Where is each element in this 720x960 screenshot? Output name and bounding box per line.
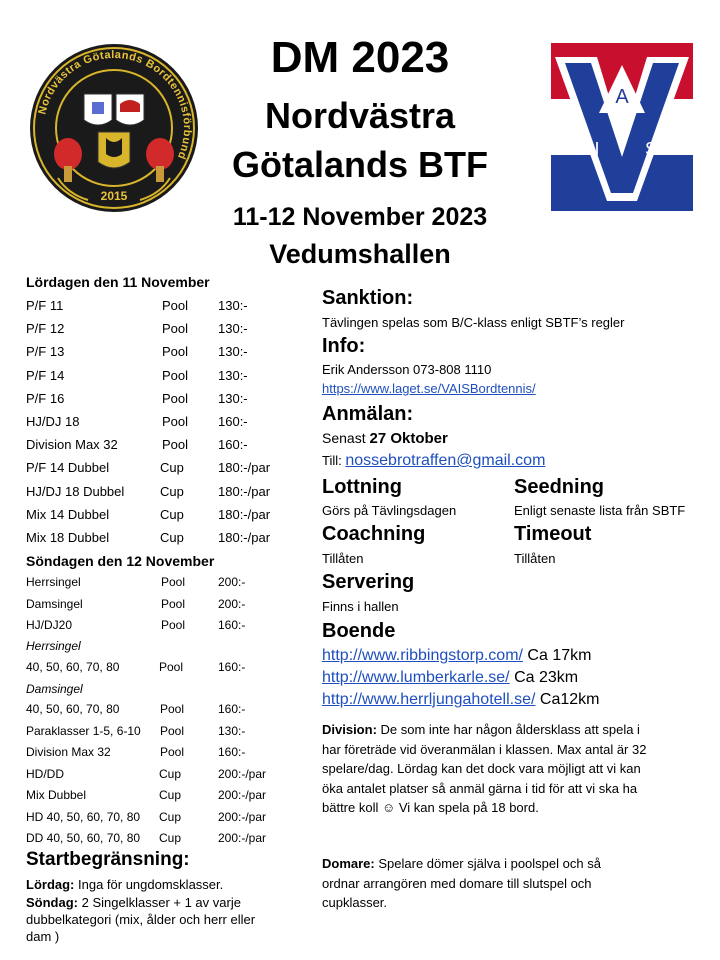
logo-year: 2015 xyxy=(100,189,128,203)
schedule-row xyxy=(26,767,296,789)
class-type: Pool xyxy=(162,390,189,406)
class-name: Mix 14 Dubbel xyxy=(26,506,110,522)
event-dates: 11-12 November 2023 xyxy=(232,203,488,231)
anmalan-pre: Senast xyxy=(322,430,370,446)
hotel-2 xyxy=(322,669,578,687)
class-fee: 200:-/par xyxy=(218,831,267,845)
class-type: Pool xyxy=(160,723,185,738)
class-fee: 160:- xyxy=(218,618,246,632)
class-name: Paraklasser 1-5, 6-10 xyxy=(26,723,141,738)
class-fee: 200:- xyxy=(218,575,246,589)
class-fee: 180:-/par xyxy=(218,506,271,522)
class-type: Pool xyxy=(160,702,185,716)
hotel-link[interactable]: http://www.ribbingstorp.com/ xyxy=(322,647,523,664)
class-name: P/F 16 xyxy=(26,390,65,406)
schedule-row xyxy=(26,414,296,436)
class-name: P/F 13 xyxy=(26,344,65,360)
seedning-text: Enligt senaste lista från SBTF xyxy=(514,503,686,518)
hotel-distance: Ca 23km xyxy=(509,669,579,686)
domare-label: Domare: xyxy=(322,856,375,871)
class-fee: 180:-/par xyxy=(218,460,271,476)
event-venue: Vedumshallen xyxy=(269,239,451,269)
class-name: HJ/DJ 18 xyxy=(26,414,80,429)
class-fee: 130:- xyxy=(218,298,248,313)
class-type: Pool xyxy=(162,321,189,337)
class-fee: 200:-/par xyxy=(218,809,267,824)
hotel-1 xyxy=(322,647,591,665)
lottning-text: Görs på Tävlingsdagen xyxy=(322,503,457,518)
class-fee: 130:- xyxy=(218,321,248,337)
division-text: De som inte har någon åldersklass att spela i har företräde vid överanmälan i klassen. Max antal är 32 spelare/dag. Lördag kan det dock vara möjligt att vi kan öka antalet platser så anmäl gärna i tid för att vi ska ha bättre koll ☺ Vi kan spela på 18 bord. xyxy=(322,722,647,815)
schedule-row xyxy=(26,660,296,682)
info-link[interactable]: https://www.laget.se/VAISBordtennis/ xyxy=(322,381,536,396)
class-type: Pool xyxy=(162,367,189,383)
class-fee: 160:- xyxy=(218,745,246,759)
class-type: Pool xyxy=(162,437,189,453)
saturday-heading: Lördagen den 11 November xyxy=(26,274,210,290)
class-name: P/F 14 xyxy=(26,367,65,383)
boende-heading: Boende xyxy=(322,620,396,642)
class-type: Cup xyxy=(160,506,184,522)
startbeg-sun-label: Söndag: xyxy=(26,895,78,910)
schedule-row xyxy=(26,810,296,832)
coachning-text: Tillåten xyxy=(322,551,364,566)
class-name: HD/DD xyxy=(26,766,64,781)
class-name: Mix Dubbel xyxy=(26,788,87,802)
class-fee: 130:- xyxy=(218,344,248,360)
class-name: 40, 50, 60, 70, 80 xyxy=(26,660,120,674)
class-fee: 200:-/par xyxy=(218,788,267,802)
class-fee: 160:- xyxy=(218,414,248,429)
schedule-row xyxy=(26,460,296,482)
startbeg-sun-text: 2 Singelklasser + 1 av varje dubbelkategori (mix, ålder och herr eller dam ) xyxy=(26,895,256,944)
class-type: Pool xyxy=(160,745,185,759)
title-line-2: Nordvästra xyxy=(264,95,456,136)
hotel-distance: Ca12km xyxy=(535,691,600,708)
class-name: Herrsingel xyxy=(26,575,81,589)
startbegransning-heading: Startbegränsning: xyxy=(26,849,190,870)
class-type: Pool xyxy=(161,596,186,611)
class-fee: 160:- xyxy=(218,437,248,453)
class-name: Division Max 32 xyxy=(26,437,118,453)
class-fee: 160:- xyxy=(218,660,246,674)
sanktion-heading: Sanktion: xyxy=(322,287,414,309)
class-fee: 130:- xyxy=(218,723,246,738)
schedule-row xyxy=(26,597,296,619)
schedule-row xyxy=(26,702,296,724)
class-name: P/F 14 Dubbel xyxy=(26,460,110,476)
class-fee: 130:- xyxy=(218,390,248,406)
seedning-heading: Seedning xyxy=(514,476,605,498)
title-line-3: Götalands BTF xyxy=(231,144,488,185)
class-fee: 200:- xyxy=(218,596,246,611)
class-type: Pool xyxy=(162,344,189,360)
sunday-heading: Söndagen den 12 November xyxy=(26,553,215,569)
startbeg-sat-label: Lördag: xyxy=(26,877,75,892)
schedule-row xyxy=(26,368,296,390)
logo-letter-s: S xyxy=(644,139,658,159)
schedule-row xyxy=(26,575,296,597)
info-contact: Erik Andersson 073-808 1110 xyxy=(322,362,492,377)
anmalan-heading: Anmälan: xyxy=(322,403,414,425)
class-name: DD 40, 50, 60, 70, 80 xyxy=(26,831,141,845)
sub-heading-herrsingel: Herrsingel xyxy=(26,639,81,653)
info-heading: Info: xyxy=(322,335,366,357)
class-name: Division Max 32 xyxy=(26,745,111,759)
class-type: Pool xyxy=(161,575,186,589)
class-fee: 180:-/par xyxy=(218,483,271,499)
schedule-row xyxy=(26,437,296,459)
hotel-link[interactable]: http://www.herrljungahotell.se/ xyxy=(322,691,536,708)
class-type: Cup xyxy=(159,831,182,845)
hotel-3 xyxy=(322,691,599,709)
vais-club-logo xyxy=(551,43,693,211)
servering-text: Finns i hallen xyxy=(322,599,399,614)
class-type: Cup xyxy=(159,788,182,802)
schedule-row xyxy=(26,484,296,506)
class-name: HD 40, 50, 60, 70, 80 xyxy=(26,809,141,824)
class-fee: 130:- xyxy=(218,367,248,383)
class-name: HJ/DJ20 xyxy=(26,618,73,632)
class-fee: 180:-/par xyxy=(218,530,271,545)
class-fee: 160:- xyxy=(218,702,246,716)
timeout-text: Tillåten xyxy=(514,551,556,566)
svg-text:Nordvästra Götalands Bordtenni: Nordvästra Götalands Bordtennisförbund xyxy=(36,48,194,162)
till-label: Till: xyxy=(322,453,346,468)
domare-text: Spelare dömer själva i poolspel och så ordnar arrangören med domare till slutspel och cupklasser. xyxy=(322,856,601,910)
class-type: Cup xyxy=(160,530,184,545)
lottning-heading: Lottning xyxy=(322,476,402,498)
division-paragraph xyxy=(322,720,652,818)
class-name: Mix 18 Dubbel xyxy=(26,530,110,545)
startbeg-sunday xyxy=(26,894,266,945)
class-type: Cup xyxy=(159,766,182,781)
schedule-row xyxy=(26,344,296,366)
timeout-heading: Timeout xyxy=(514,523,592,545)
class-name: P/F 12 xyxy=(26,321,65,337)
class-type: Pool xyxy=(162,414,189,429)
hotel-link[interactable]: http://www.lumberkarle.se/ xyxy=(322,669,510,686)
logo-letter-i: I xyxy=(594,139,600,159)
schedule-row xyxy=(26,724,296,746)
hotel-distance: Ca 17km xyxy=(522,647,592,664)
class-fee: 200:-/par xyxy=(218,766,267,781)
schedule-row xyxy=(26,618,296,640)
schedule-row xyxy=(26,507,296,529)
logo-letter-a: A xyxy=(615,86,629,108)
class-type: Cup xyxy=(160,460,184,476)
anmalan-date: 27 Oktober xyxy=(369,430,448,447)
schedule-row xyxy=(26,391,296,413)
sub-heading-damsingel: Damsingel xyxy=(26,682,83,696)
servering-heading: Servering xyxy=(322,571,415,593)
class-type: Pool xyxy=(162,298,189,313)
sanktion-text: Tävlingen spelas som B/C-klass enligt SBTF’s regler xyxy=(322,315,625,330)
email-link[interactable]: nossebrotraffen@gmail.com xyxy=(345,452,546,469)
schedule-row xyxy=(26,298,296,320)
class-type: Pool xyxy=(159,660,184,674)
class-type: Cup xyxy=(159,809,182,824)
class-name: Damsingel xyxy=(26,596,83,611)
class-type: Cup xyxy=(160,483,184,499)
schedule-row xyxy=(26,745,296,767)
domare-paragraph xyxy=(322,854,642,913)
anmalan-deadline xyxy=(322,430,448,447)
schedule-row xyxy=(26,321,296,343)
class-name: P/F 11 xyxy=(26,298,64,313)
startbeg-sat-text: Inga för ungdomsklasser. xyxy=(74,877,224,892)
anmalan-email-line xyxy=(322,452,545,470)
coachning-heading: Coachning xyxy=(322,523,426,545)
schedule-row xyxy=(26,530,296,552)
class-type: Pool xyxy=(161,618,186,632)
page-title: DM 2023 xyxy=(270,33,450,82)
division-label: Division: xyxy=(322,722,377,737)
class-name: HJ/DJ 18 Dubbel xyxy=(26,483,125,499)
startbeg-saturday xyxy=(26,876,286,893)
schedule-row xyxy=(26,788,296,810)
class-name: 40, 50, 60, 70, 80 xyxy=(26,702,120,716)
